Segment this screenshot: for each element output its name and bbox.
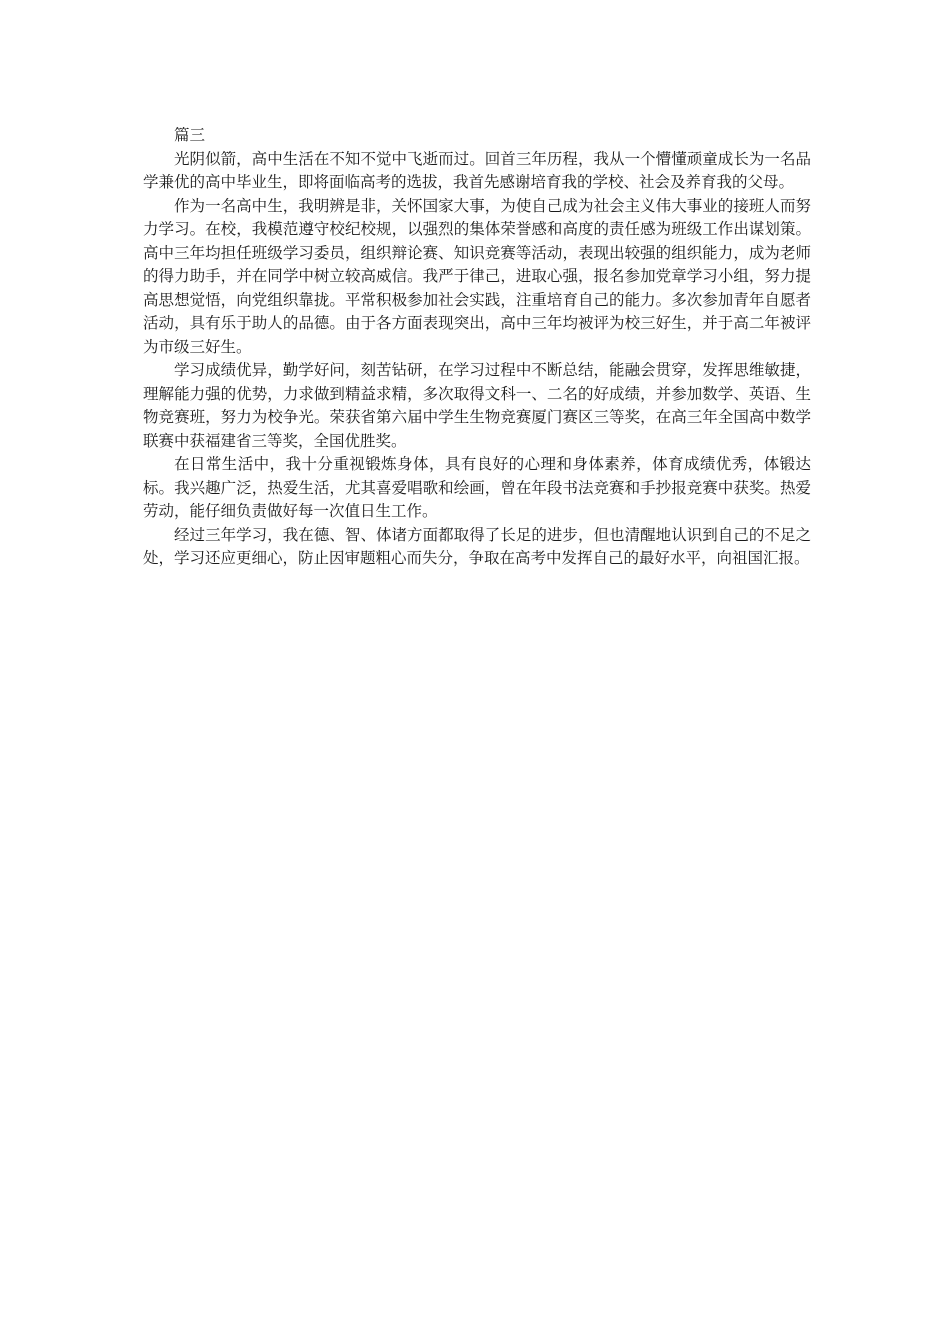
paragraph-academics: 学习成绩优异，勤学好问，刻苦钻研，在学习过程中不断总结，能融会贯穿，发挥思维敏捷，理解能力强的优势，力求做到精益求精，多次取得文科一、二名的好成绩，并参加数学、英语、生物竞赛班，努力为校争光。荣获省第六届中学生生物竞赛厦门赛区三等奖，在高三年全国高中数学联赛中获福建省三等奖，全国优胜奖。 [143,361,811,450]
paragraph-daily-life: 在日常生活中，我十分重视锻炼身体，具有良好的心理和身体素养，体育成绩优秀，体锻达标。我兴趣广泛，热爱生活，尤其喜爱唱歌和绘画，曾在年段书法竞赛和手抄报竞赛中获奖。热爱劳动，能仔细负责做好每一次值日生工作。 [143,455,811,520]
paragraph-intro: 光阴似箭，高中生活在不知不觉中飞逝而过。回首三年历程，我从一个懵懂顽童成长为一名品学兼优的高中毕业生，即将面临高考的选拔，我首先感谢培育我的学校、社会及养育我的父母。 [143,149,811,191]
paragraph-conduct: 作为一名高中生，我明辨是非，关怀国家大事，为使自己成为社会主义伟大事业的接班人而努力学习。在校，我模范遵守校纪校规，以强烈的集体荣誉感和高度的责任感为班级工作出谋划策。高中三年均担任班级学习委员，组织辩论赛、知识竞赛等活动，表现出较强的组织能力，成为老师的得力助手，并在同学中树立较高威信。我严于律己，进取心强，报名参加党章学习小组，努力提高思想觉悟，向党组织靠拢。平常积极参加社会实践，注重培育自己的能力。多次参加青年自愿者活动，具有乐于助人的品德。由于各方面表现突出，高中三年均被评为校三好生，并于高二年被评为市级三好生。 [143,196,811,356]
section-heading: 篇三 [174,126,206,144]
paragraph-conclusion: 经过三年学习，我在德、智、体诸方面都取得了长足的进步，但也清醒地认识到自己的不足之处，学习还应更细心，防止因审题粗心而失分，争取在高考中发挥自己的最好水平，向祖国汇报。 [143,525,811,567]
document-body [143,124,811,571]
